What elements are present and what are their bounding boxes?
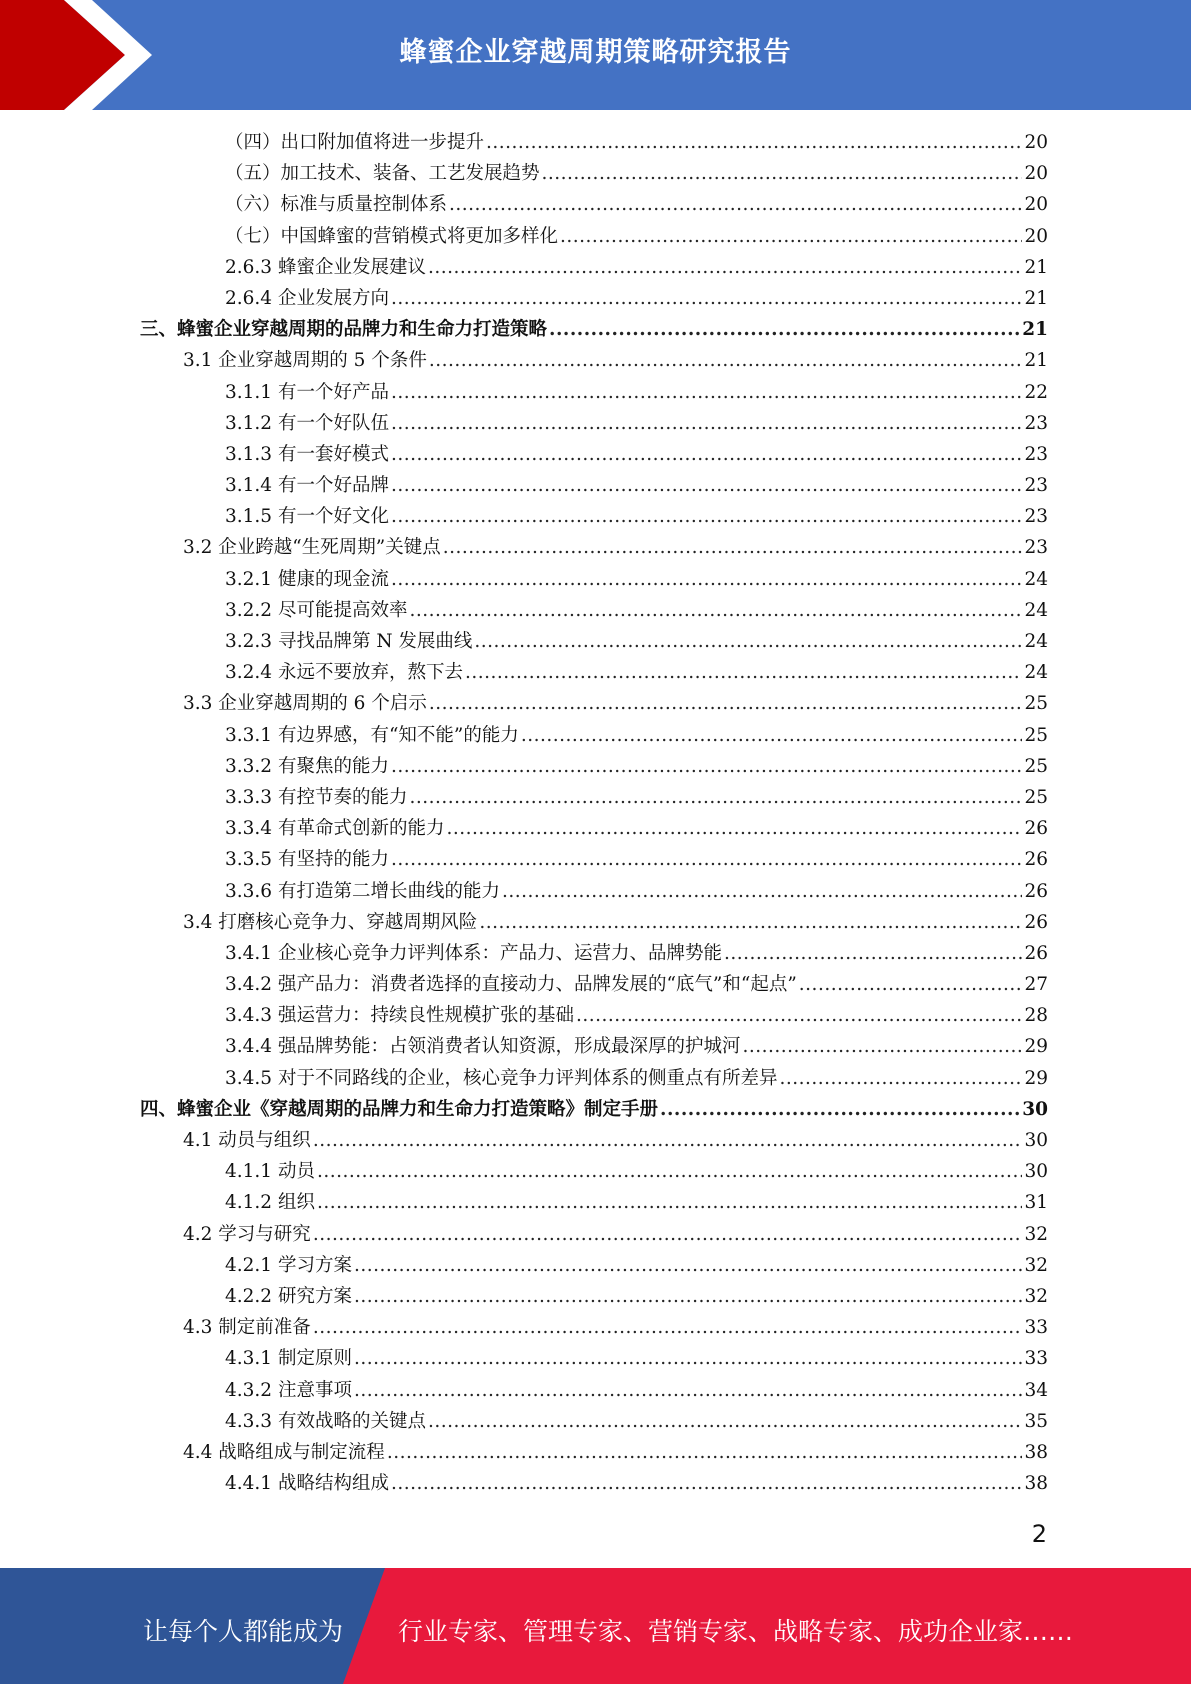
toc-entry[interactable] xyxy=(140,408,1048,439)
toc-entry-label: 3.3.3 有控节奏的能力 xyxy=(225,786,408,808)
toc-dot-leader xyxy=(576,1000,1022,1031)
toc-entry-page: 29 xyxy=(1024,1067,1048,1089)
toc-dot-leader xyxy=(313,1219,1023,1250)
toc-entry-page: 21 xyxy=(1024,350,1048,372)
toc-entry[interactable] xyxy=(140,657,1048,688)
toc-dot-leader xyxy=(391,283,1022,314)
toc-entry-label: 4.3 制定前准备 xyxy=(183,1317,311,1339)
toc-dot-leader xyxy=(446,813,1022,844)
toc-entry[interactable] xyxy=(140,314,1048,345)
toc-entry-label: （六）标准与质量控制体系 xyxy=(225,194,448,216)
toc-entry-page: 24 xyxy=(1024,599,1048,621)
toc-entry[interactable] xyxy=(140,377,1048,408)
toc-entry-label: 3.3.5 有坚持的能力 xyxy=(225,849,389,871)
toc-entry-page: 21 xyxy=(1022,319,1048,341)
toc-entry[interactable] xyxy=(140,283,1048,314)
toc-entry-page: 34 xyxy=(1024,1379,1048,1401)
toc-entry[interactable] xyxy=(140,1281,1048,1312)
toc-entry-page: 26 xyxy=(1024,911,1048,933)
toc-dot-leader xyxy=(465,657,1022,688)
toc-entry-label: 4.3.3 有效战略的关键点 xyxy=(225,1410,426,1432)
toc-entry-page: 33 xyxy=(1024,1348,1048,1370)
toc-dot-leader xyxy=(443,532,1023,563)
toc-dot-leader xyxy=(542,158,1023,189)
toc-entry-page: 23 xyxy=(1024,412,1048,434)
toc-entry-page: 38 xyxy=(1024,1473,1048,1495)
toc-entry-page: 20 xyxy=(1024,163,1048,185)
toc-entry-label: （七）中国蜂蜜的营销模式将更加多样化 xyxy=(225,225,559,247)
toc-entry[interactable] xyxy=(140,876,1048,907)
toc-entry-label: 3.3.1 有边界感，有“知不能”的能力 xyxy=(225,724,519,746)
toc-entry-label: 3.2.3 寻找品牌第 N 发展曲线 xyxy=(225,631,473,652)
toc-entry-label: 3.4 打磨核心竞争力、穿越周期风险 xyxy=(183,911,478,933)
toc-dot-leader xyxy=(391,377,1022,408)
toc-entry-label: 4.3.1 制定原则 xyxy=(225,1348,352,1370)
toc-entry[interactable] xyxy=(140,1063,1048,1094)
toc-entry[interactable] xyxy=(140,1406,1048,1437)
toc-entry-label: 3.4.4 强品牌势能：占领消费者认知资源，形成最深厚的护城河 xyxy=(225,1036,741,1058)
toc-entry-page: 24 xyxy=(1024,568,1048,590)
toc-entry-page: 23 xyxy=(1024,475,1048,497)
toc-dot-leader xyxy=(409,782,1022,813)
toc-entry-page: 23 xyxy=(1024,537,1048,559)
toc-dot-leader xyxy=(391,564,1022,595)
toc-entry-label: （四）出口附加值将进一步提升 xyxy=(225,132,485,153)
page-footer xyxy=(0,1568,1191,1684)
toc-entry[interactable] xyxy=(140,969,1048,1000)
toc-dot-leader xyxy=(313,1312,1023,1343)
toc-entry-page: 20 xyxy=(1024,132,1048,153)
toc-entry-label: 四、蜂蜜企业《穿越周期的品牌力和生命力打造策略》制定手册 xyxy=(140,1098,659,1120)
toc-entry-label: 3.1 企业穿越周期的 5 个条件 xyxy=(183,350,427,372)
toc-entry[interactable] xyxy=(140,345,1048,376)
toc-dot-leader xyxy=(354,1250,1023,1281)
toc-entry-label: 3.2.1 健康的现金流 xyxy=(225,568,389,590)
footer-slogan-left: 让每个人都能成为 xyxy=(143,1617,344,1646)
toc-entry-label: 2.6.3 蜂蜜企业发展建议 xyxy=(225,256,426,278)
toc-entry[interactable] xyxy=(140,501,1048,532)
toc-entry-label: 3.1.2 有一个好队伍 xyxy=(225,412,389,434)
toc-dot-leader xyxy=(391,1468,1022,1499)
toc-entry-label: 4.3.2 注意事项 xyxy=(225,1379,352,1401)
toc-entry-page: 33 xyxy=(1024,1317,1048,1339)
toc-entry-label: 3.1.3 有一套好模式 xyxy=(225,443,389,465)
toc-entry-label: 3.1.4 有一个好品牌 xyxy=(225,475,389,497)
toc-entry[interactable] xyxy=(140,751,1048,782)
toc-entry-label: 三、蜂蜜企业穿越周期的品牌力和生命力打造策略 xyxy=(140,319,548,341)
toc-entry[interactable] xyxy=(140,158,1048,189)
toc-dot-leader xyxy=(354,1375,1023,1406)
toc-entry[interactable] xyxy=(140,907,1048,938)
toc-entry[interactable] xyxy=(140,252,1048,283)
toc-dot-leader xyxy=(317,1187,1023,1218)
toc-entry[interactable] xyxy=(140,564,1048,595)
toc-entry-page: 22 xyxy=(1024,381,1048,403)
toc-dot-leader xyxy=(799,969,1023,1000)
toc-entry[interactable] xyxy=(140,1250,1048,1281)
toc-entry-page: 28 xyxy=(1024,1005,1048,1027)
toc-dot-leader xyxy=(429,688,1023,719)
toc-dot-leader xyxy=(660,1094,1020,1125)
toc-entry-page: 30 xyxy=(1024,1161,1048,1183)
toc-entry-page: 24 xyxy=(1024,631,1048,652)
toc-entry-page: 24 xyxy=(1024,662,1048,684)
toc-dot-leader xyxy=(474,626,1022,657)
toc-entry[interactable] xyxy=(140,1187,1048,1218)
toc-entry-page: 27 xyxy=(1024,974,1048,996)
toc-entry[interactable] xyxy=(140,688,1048,719)
toc-entry-page: 30 xyxy=(1022,1098,1048,1120)
toc-entry[interactable] xyxy=(140,470,1048,501)
toc-dot-leader xyxy=(486,127,1022,158)
toc-entry-label: （五）加工技术、装备、工艺发展趋势 xyxy=(225,163,540,185)
toc-dot-leader xyxy=(779,1063,1022,1094)
toc-entry[interactable] xyxy=(140,1000,1048,1031)
toc-entry-page: 21 xyxy=(1024,287,1048,309)
toc-dot-leader xyxy=(560,221,1022,252)
toc-entry-page: 20 xyxy=(1024,225,1048,247)
toc-entry[interactable] xyxy=(140,782,1048,813)
toc-entry-label: 4.4 战略组成与制定流程 xyxy=(183,1441,385,1463)
toc-dot-leader xyxy=(428,1406,1022,1437)
toc-entry-page: 26 xyxy=(1024,942,1048,964)
toc-entry-label: 3.2.2 尽可能提高效率 xyxy=(225,599,408,621)
toc-entry-label: 3.2 企业跨越“生死周期”关键点 xyxy=(183,537,441,559)
toc-entry-page: 32 xyxy=(1024,1254,1048,1276)
toc-entry[interactable] xyxy=(140,1437,1048,1468)
toc-entry-label: 4.2 学习与研究 xyxy=(183,1223,311,1245)
toc-entry[interactable] xyxy=(140,439,1048,470)
toc-dot-leader xyxy=(317,1156,1023,1187)
toc-entry-label: 4.1.2 组织 xyxy=(225,1192,315,1214)
toc-entry-label: 3.3 企业穿越周期的 6 个启示 xyxy=(183,693,427,715)
toc-entry[interactable] xyxy=(140,532,1048,563)
toc-dot-leader xyxy=(502,876,1022,907)
toc-entry-page: 25 xyxy=(1024,724,1048,746)
toc-dot-leader xyxy=(409,595,1022,626)
toc-entry-page: 31 xyxy=(1024,1192,1048,1214)
toc-entry-page: 38 xyxy=(1024,1441,1048,1463)
toc-entry[interactable] xyxy=(140,813,1048,844)
toc-entry-page: 23 xyxy=(1024,506,1048,528)
toc-entry-page: 26 xyxy=(1024,818,1048,840)
toc-entry[interactable] xyxy=(140,1343,1048,1374)
toc-dot-leader xyxy=(429,345,1023,376)
toc-entry-page: 26 xyxy=(1024,880,1048,902)
page-header xyxy=(0,0,1191,110)
toc-entry-page: 25 xyxy=(1024,755,1048,777)
toc-entry[interactable] xyxy=(140,1312,1048,1343)
toc-dot-leader xyxy=(549,314,1020,345)
toc-entry-label: 4.2.2 研究方案 xyxy=(225,1285,352,1307)
toc-dot-leader xyxy=(391,844,1022,875)
toc-entry-page: 25 xyxy=(1024,786,1048,808)
table-of-contents xyxy=(140,127,1048,1499)
toc-entry-page: 20 xyxy=(1024,194,1048,216)
toc-entry[interactable] xyxy=(140,595,1048,626)
toc-entry-label: 4.2.1 学习方案 xyxy=(225,1254,352,1276)
toc-dot-leader xyxy=(354,1343,1023,1374)
toc-entry-page: 32 xyxy=(1024,1285,1048,1307)
toc-dot-leader xyxy=(391,470,1022,501)
toc-entry-label: 3.4.1 企业核心竞争力评判体系：产品力、运营力、品牌势能 xyxy=(225,942,722,964)
toc-dot-leader xyxy=(391,751,1022,782)
toc-entry[interactable] xyxy=(140,844,1048,875)
toc-entry[interactable] xyxy=(140,1468,1048,1499)
toc-dot-leader xyxy=(354,1281,1023,1312)
toc-dot-leader xyxy=(387,1437,1023,1468)
toc-entry-page: 25 xyxy=(1024,693,1048,715)
footer-slogan-right: 行业专家、管理专家、营销专家、战略专家、成功企业家…… xyxy=(398,1617,1074,1646)
header-title: 蜂蜜企业穿越周期策略研究报告 xyxy=(399,37,792,68)
toc-entry[interactable] xyxy=(140,720,1048,751)
toc-entry[interactable] xyxy=(140,127,1048,158)
toc-entry[interactable] xyxy=(140,626,1048,657)
toc-dot-leader xyxy=(391,439,1022,470)
toc-dot-leader xyxy=(391,408,1022,439)
toc-entry[interactable] xyxy=(140,1219,1048,1250)
toc-entry[interactable] xyxy=(140,1375,1048,1406)
toc-entry[interactable] xyxy=(140,1156,1048,1187)
toc-entry-label: 3.2.4 永远不要放弃，熬下去 xyxy=(225,662,463,684)
toc-entry-label: 3.4.3 强运营力：持续良性规模扩张的基础 xyxy=(225,1005,574,1027)
toc-entry-label: 3.3.6 有打造第二增长曲线的能力 xyxy=(225,880,500,902)
toc-entry[interactable] xyxy=(140,1031,1048,1062)
toc-dot-leader xyxy=(391,501,1022,532)
toc-entry-label: 3.1.1 有一个好产品 xyxy=(225,381,389,403)
toc-entry-label: 4.1 动员与组织 xyxy=(183,1130,311,1151)
toc-dot-leader xyxy=(521,720,1023,751)
toc-entry-label: 4.4.1 战略结构组成 xyxy=(225,1473,389,1495)
toc-entry-page: 29 xyxy=(1024,1036,1048,1058)
toc-dot-leader xyxy=(449,189,1022,220)
toc-dot-leader xyxy=(479,907,1022,938)
toc-dot-leader xyxy=(313,1125,1023,1156)
toc-entry-page: 30 xyxy=(1024,1130,1048,1151)
toc-entry-label: 3.3.4 有革命式创新的能力 xyxy=(225,818,445,840)
toc-entry[interactable] xyxy=(140,221,1048,252)
toc-entry-label: 3.4.5 对于不同路线的企业，核心竞争力评判体系的侧重点有所差异 xyxy=(225,1067,778,1089)
toc-entry-page: 26 xyxy=(1024,849,1048,871)
toc-entry[interactable] xyxy=(140,1125,1048,1156)
toc-dot-leader xyxy=(724,938,1022,969)
toc-entry-label: 4.1.1 动员 xyxy=(225,1161,315,1183)
page-number: 2 xyxy=(1031,1520,1047,1548)
toc-entry-page: 21 xyxy=(1024,256,1048,278)
toc-entry[interactable] xyxy=(140,938,1048,969)
toc-entry-label: 3.1.5 有一个好文化 xyxy=(225,506,389,528)
toc-entry-page: 35 xyxy=(1024,1410,1048,1432)
toc-dot-leader xyxy=(742,1031,1022,1062)
toc-entry-label: 3.3.2 有聚焦的能力 xyxy=(225,755,389,777)
toc-entry-label: 2.6.4 企业发展方向 xyxy=(225,287,389,309)
toc-dot-leader xyxy=(428,252,1022,283)
toc-entry-page: 23 xyxy=(1024,443,1048,465)
toc-entry[interactable] xyxy=(140,189,1048,220)
toc-entry-page: 32 xyxy=(1024,1223,1048,1245)
toc-entry[interactable] xyxy=(140,1094,1048,1125)
toc-entry-label: 3.4.2 强产品力：消费者选择的直接动力、品牌发展的“底气”和“起点” xyxy=(225,974,797,996)
